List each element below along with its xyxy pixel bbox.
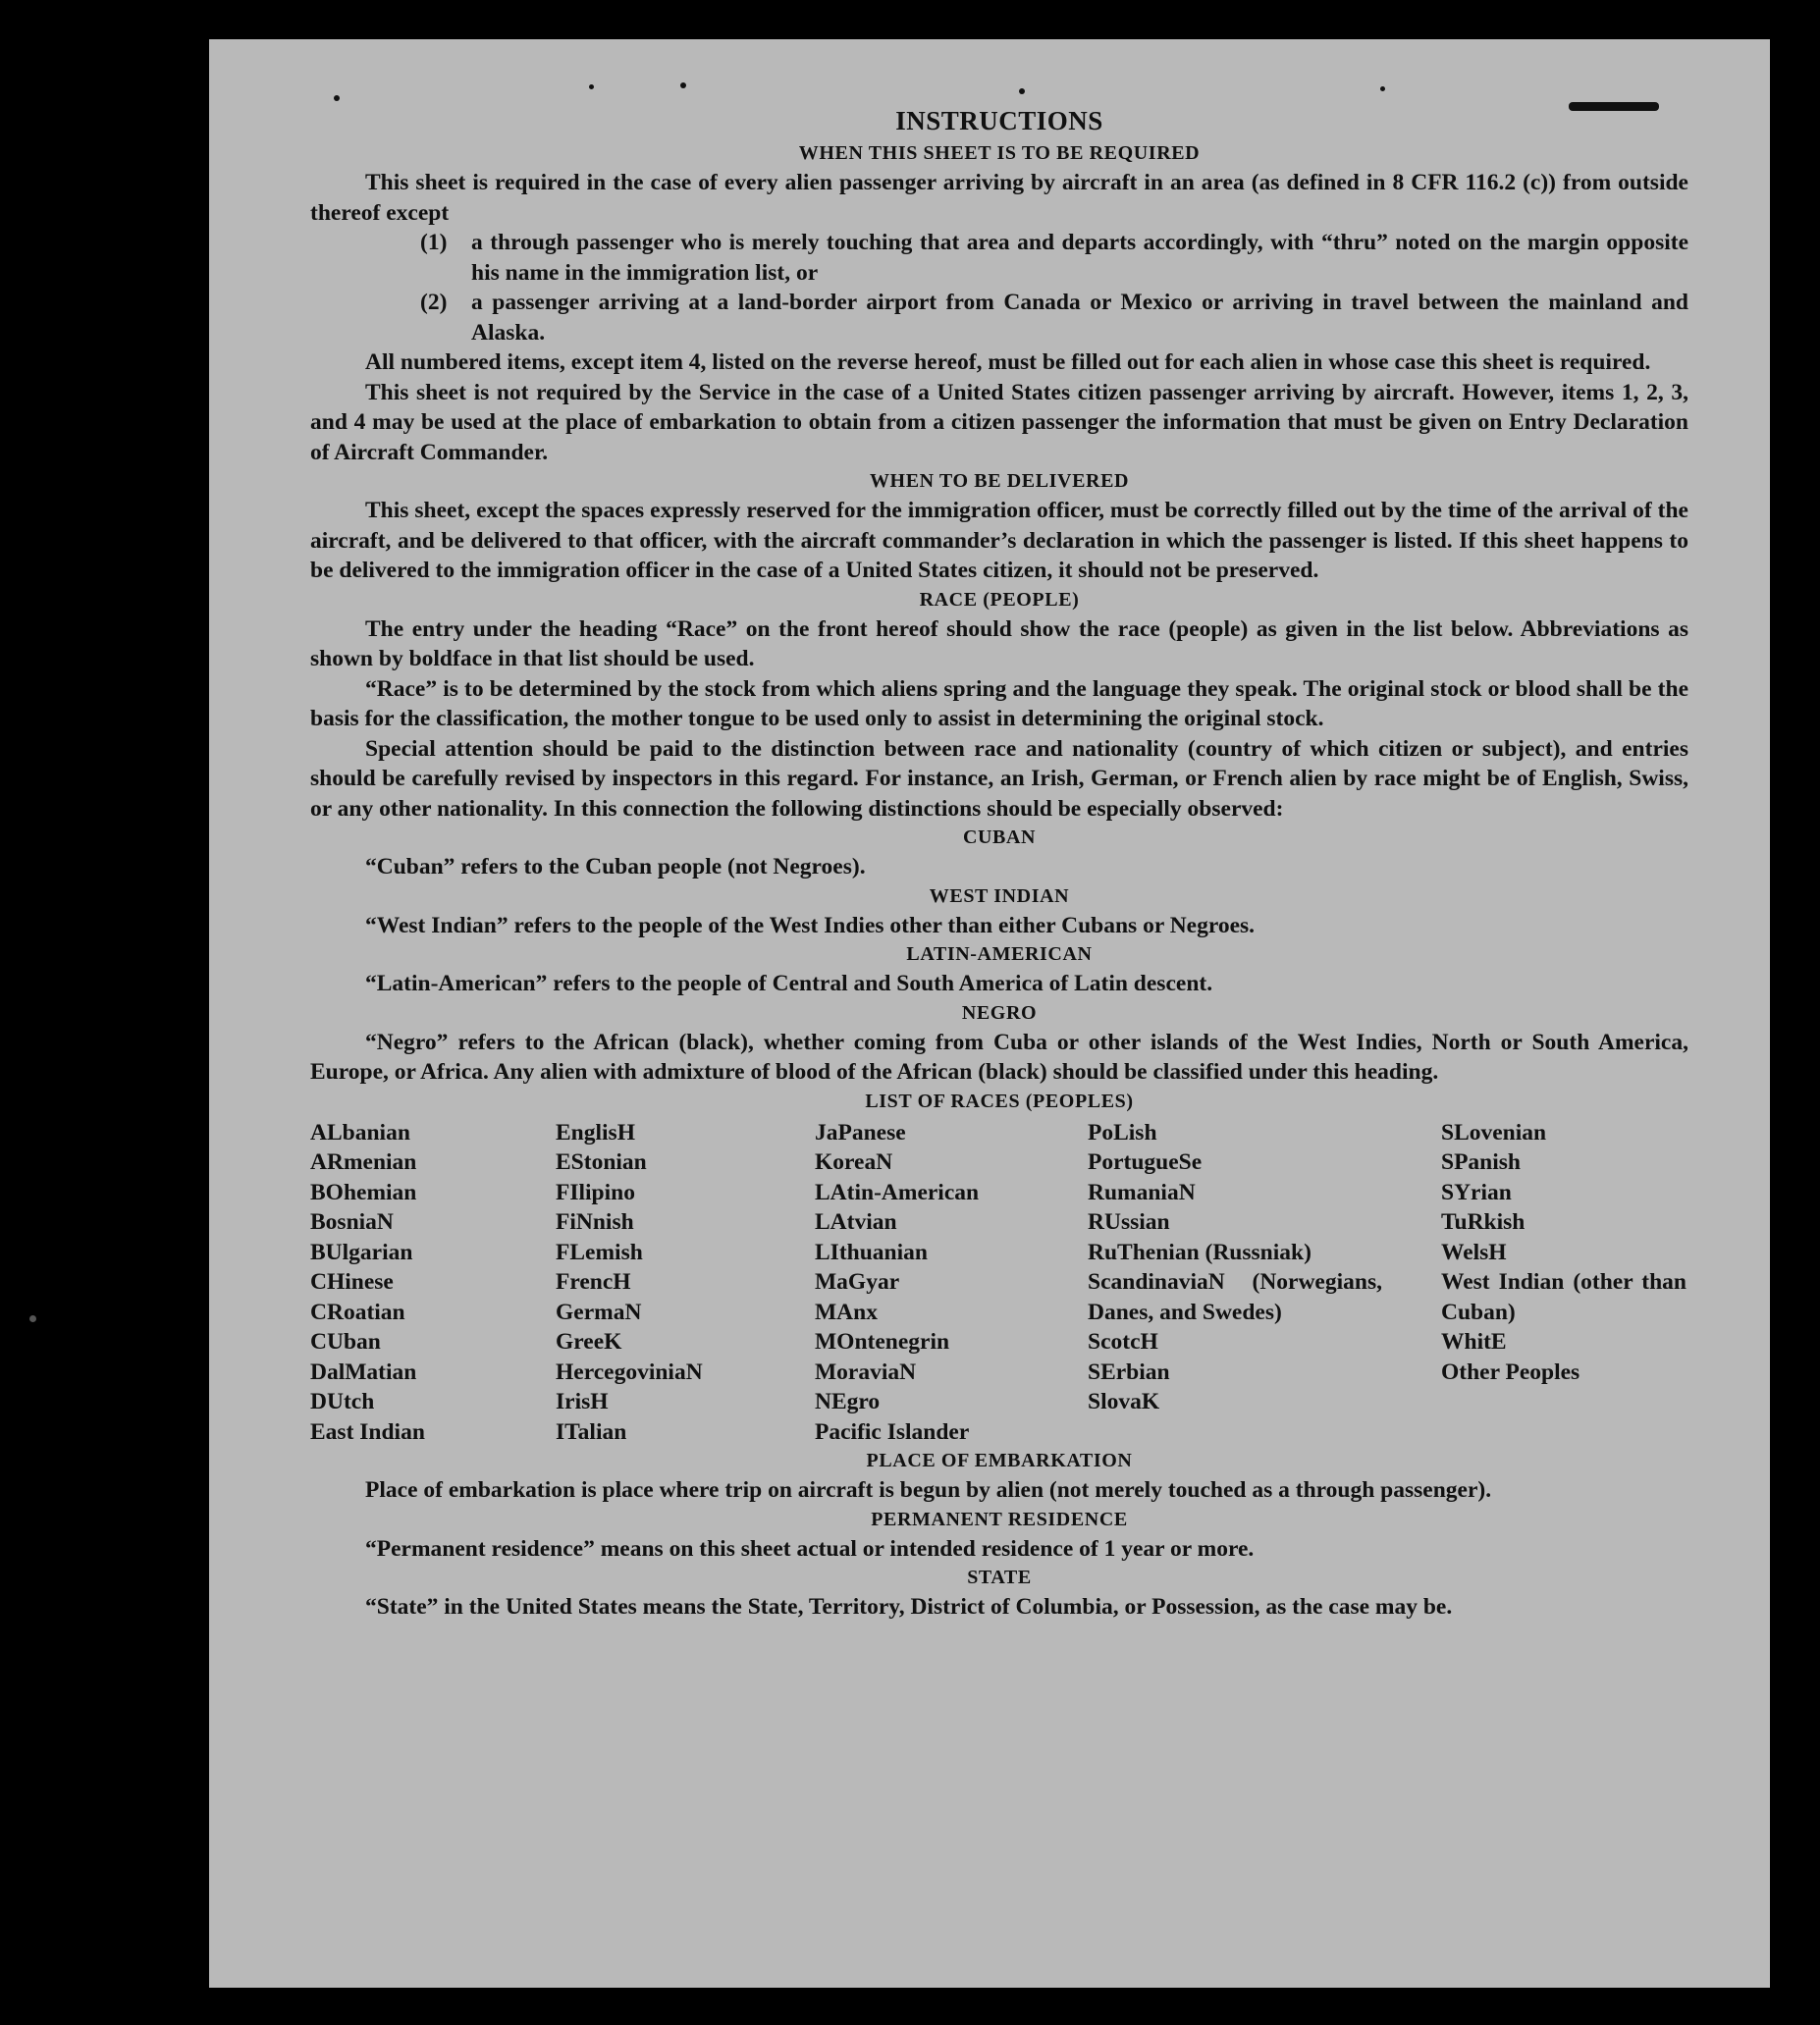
race-entry: FrencH [556, 1269, 631, 1295]
race-entry: KoreaN [815, 1149, 893, 1175]
scan-speck [680, 82, 686, 88]
race-entry: JaPanese [815, 1119, 906, 1146]
race-entry: FIlipino [556, 1179, 635, 1205]
race-entry: SlovaK [1088, 1389, 1160, 1414]
race-entry: PoLish [1088, 1119, 1157, 1146]
negro-paragraph: “Negro” refers to the African (black), whether coming from Cuba or other islands of the West Indies, North or South America, Europe, or Africa. Any alien with admixture of blood of the African (black) should be classified under this heading. [310, 1029, 1688, 1085]
when-delivered-paragraph: This sheet, except the spaces expressly reserved for the immigration officer, must be correctly filled out by the time of the arrival of the aircraft, and be delivered to that officer, with the aircraft commander’s declaration in which the passenger is listed. If this sheet happens to be delivered to the immigration officer in the case of a United States citizen, it should not be preserved. [310, 498, 1688, 583]
state-paragraph: “State” in the United States means the State, Territory, District of Columbia, or Possession, as the case may be. [365, 1594, 1453, 1620]
section-heading-state: STATE [967, 1567, 1032, 1588]
scan-speck [589, 84, 594, 89]
race-entry: BOhemian [310, 1179, 417, 1205]
place-of-embarkation-paragraph: Place of embarkation is place where trip on aircraft is begun by alien (not merely touched as a through passenger). [365, 1477, 1492, 1503]
races-column [556, 1118, 815, 1448]
race-entry: PortugueSe [1088, 1149, 1203, 1175]
race-entry: CRoatian [310, 1299, 405, 1325]
document-title: INSTRUCTIONS [895, 106, 1103, 135]
scan-speck [334, 95, 340, 101]
scan-speck [1019, 88, 1025, 94]
race-entry: LAtvian [815, 1209, 897, 1235]
race-entry: ScotcH [1088, 1329, 1158, 1355]
race-entry: ScandinaviaN (Norwegians, Danes, and Swedes) [1088, 1269, 1382, 1325]
races-column [310, 1118, 556, 1448]
race-entry: MoraviaN [815, 1359, 917, 1385]
race-entry: Other Peoples [1441, 1359, 1580, 1385]
race-entry: ARmenian [310, 1149, 417, 1175]
race-entry: SPanish [1441, 1149, 1521, 1175]
instructions-content [310, 102, 1688, 1623]
when-required-intro: This sheet is required in the case of every alien passenger arriving by aircraft in an area (as defined in 8 CFR 116.2 (c)) from outside thereof except [310, 170, 1688, 226]
race-entry: GreeK [556, 1329, 622, 1355]
race-entry: HercegoviniaN [556, 1359, 703, 1385]
scan-speck [1380, 86, 1385, 91]
section-heading-negro: NEGRO [961, 1001, 1038, 1024]
race-entry: DUtch [310, 1389, 375, 1414]
section-heading-cuban: CUBAN [962, 826, 1037, 848]
race-entry: RuThenian (Russniak) [1088, 1239, 1311, 1265]
race-entry: East Indian [310, 1418, 425, 1445]
cuban-paragraph: “Cuban” refers to the Cuban people (not Negroes). [365, 854, 866, 879]
race-entry: MaGyar [815, 1269, 900, 1295]
race-entry: TuRkish [1441, 1209, 1526, 1235]
race-entry: IrisH [556, 1389, 609, 1414]
race-entry: ALbanian [310, 1119, 410, 1146]
section-heading-permanent-residence: PERMANENT RESIDENCE [871, 1508, 1128, 1530]
race-entry: RumaniaN [1088, 1179, 1196, 1205]
exception-text: a through passenger who is merely touching that area and departs accordingly, with “thru” noted on the margin opposite his name in the immigration list, or [471, 230, 1688, 286]
race-entry: CHinese [310, 1269, 394, 1295]
section-heading-list-of-races: LIST OF RACES (PEOPLES) [865, 1090, 1134, 1112]
races-column [1088, 1118, 1441, 1448]
scan-speck [29, 1315, 36, 1322]
race-entry: FLemish [556, 1239, 643, 1265]
west-indian-paragraph: “West Indian” refers to the people of the West Indies other than either Cubans or Negroes. [365, 912, 1256, 938]
section-heading-latin-american: LATIN-AMERICAN [906, 943, 1093, 965]
race-entry: RUssian [1088, 1209, 1170, 1235]
latin-american-paragraph: “Latin-American” refers to the people of Central and South America of Latin descent. [365, 971, 1213, 996]
race-entry: West Indian (other than Cuban) [1441, 1269, 1686, 1325]
race-entry: NEgro [815, 1389, 881, 1414]
race-entry: SLovenian [1441, 1119, 1547, 1146]
races-list [310, 1118, 1688, 1448]
race-entry: EStonian [556, 1149, 647, 1175]
section-heading-when-required: WHEN THIS SHEET IS TO BE REQUIRED [798, 142, 1201, 164]
race-entry: WhitE [1441, 1329, 1507, 1355]
race-entry: MOntenegrin [815, 1329, 950, 1355]
race-entry: FiNnish [556, 1209, 634, 1235]
race-paragraph-1: The entry under the heading “Race” on the front hereof should show the race (people) as given in the list below. Abbreviations as shown by boldface in that list should be used. [310, 615, 1688, 671]
races-column [815, 1118, 1088, 1448]
exception-item [420, 228, 1688, 288]
race-entry: LAtin-American [815, 1179, 980, 1205]
race-entry: ITalian [556, 1418, 627, 1445]
race-entry: CUban [310, 1329, 381, 1355]
exception-text: a passenger arriving at a land-border airport from Canada or Mexico or arriving in travel between the mainland and Alaska. [471, 290, 1688, 346]
race-entry: DalMatian [310, 1359, 417, 1385]
section-heading-place-of-embarkation: PLACE OF EMBARKATION [866, 1450, 1133, 1471]
race-entry: SYrian [1441, 1179, 1512, 1205]
race-entry: MAnx [815, 1299, 878, 1325]
race-entry: SErbian [1088, 1359, 1170, 1385]
race-entry: GermaN [556, 1299, 642, 1325]
exception-number: (1) [420, 230, 448, 255]
race-entry: BUlgarian [310, 1239, 413, 1265]
race-entry: Pacific Islander [815, 1418, 970, 1445]
numbered-items-paragraph: All numbered items, except item 4, listed on the reverse hereof, must be filled out for each alien in whose case this sheet is required. [365, 349, 1651, 375]
section-heading-race: RACE (PEOPLE) [919, 588, 1080, 611]
permanent-residence-paragraph: “Permanent residence” means on this sheet actual or intended residence of 1 year or more. [365, 1535, 1255, 1562]
citizen-passenger-paragraph: This sheet is not required by the Service in the case of a United States citizen passenger arriving by aircraft. However, items 1, 2, 3, and 4 may be used at the place of embarkation to obtain from a citizen passenger the information that must be given on Entry Declaration of Aircraft Commander. [310, 379, 1688, 465]
exception-item [420, 288, 1688, 347]
race-entry: LIthuanian [815, 1239, 928, 1265]
section-heading-when-delivered: WHEN TO BE DELIVERED [869, 470, 1130, 492]
race-entry: WelsH [1441, 1239, 1507, 1265]
race-paragraph-2: “Race” is to be determined by the stock from which aliens spring and the language they speak. The original stock or blood shall be the basis for the classification, the mother tongue to be used only to assist in determining the original stock. [310, 675, 1688, 731]
race-entry: EnglisH [556, 1119, 635, 1146]
races-column [1441, 1118, 1688, 1448]
race-paragraph-3: Special attention should be paid to the distinction between race and nationality (country of which citizen or subject), and entries should be carefully revised by inspectors in this regard. For instance, an Irish, German, or French alien by race might be of English, Swiss, or any other nationality. In this connection the following distinctions should be especially observed: [310, 735, 1688, 822]
section-heading-west-indian: WEST INDIAN [929, 884, 1070, 907]
race-entry: BosniaN [310, 1209, 394, 1235]
exception-number: (2) [420, 290, 448, 315]
